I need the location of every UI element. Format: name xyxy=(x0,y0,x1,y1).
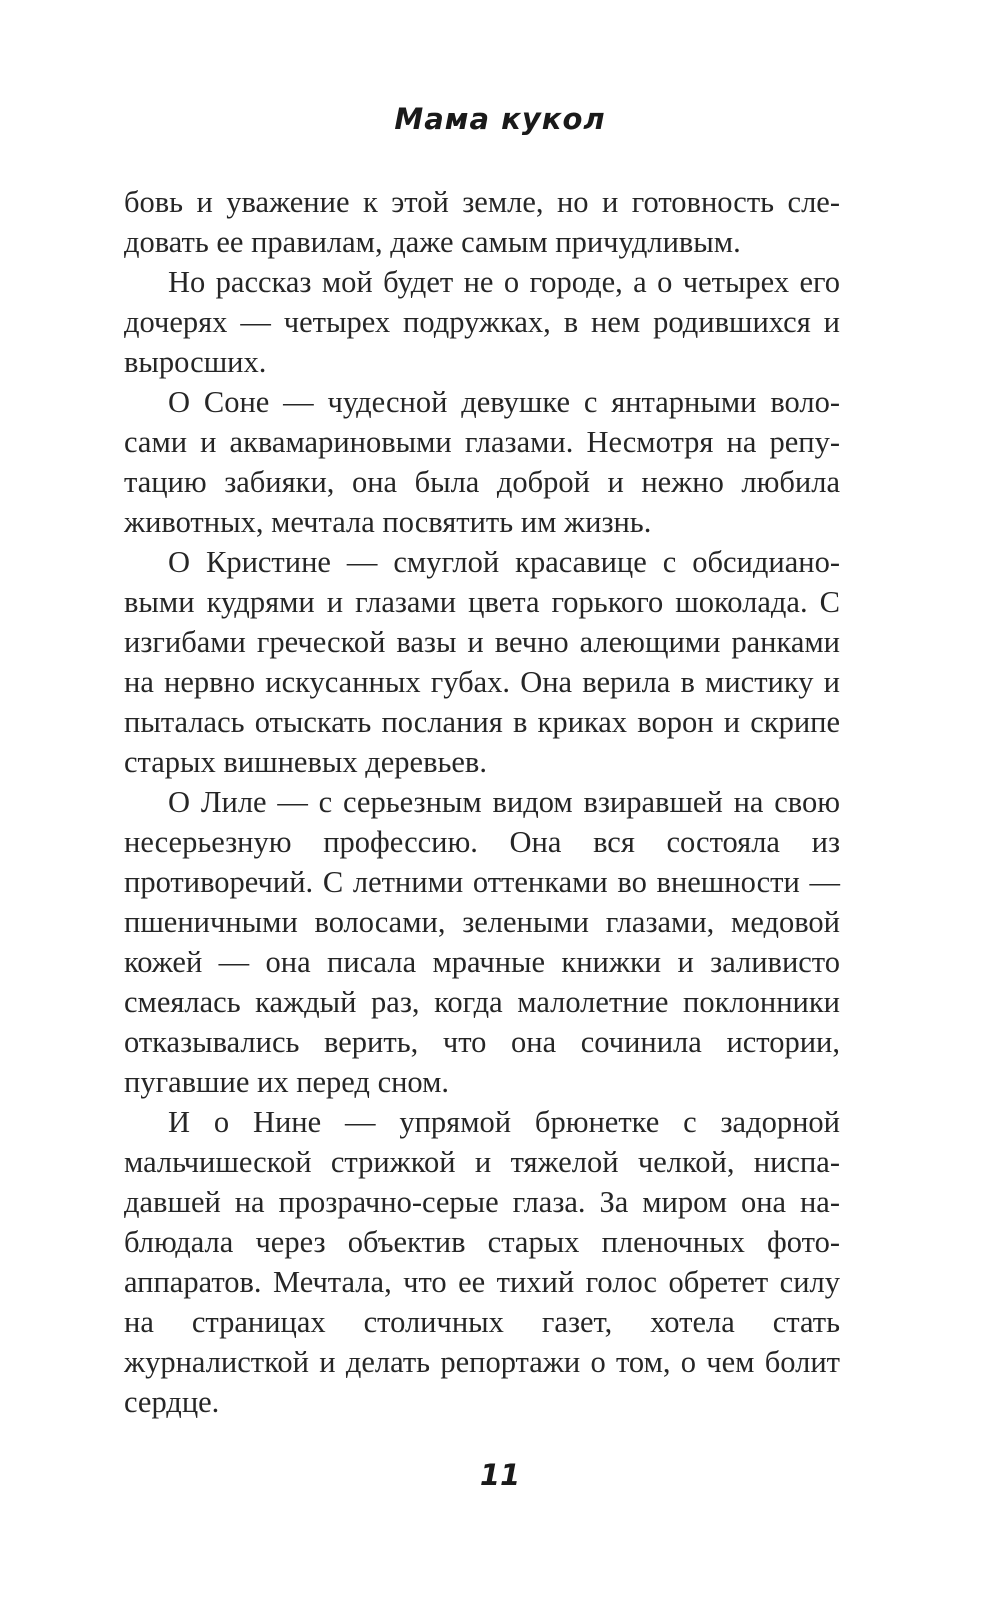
page-number: 11 xyxy=(479,1458,521,1492)
paragraph-6: И о Нине — упрямой брюнетке с задорной мальчишеской стрижкой и тяжелой челкой, ниспадавшей на прозрачно-серые глаза. За миром она наблюдала через объектив старых пленочных фотоаппаратов. Мечтала, что ее тихий голос обретет силу на страницах столичных газет, хотела стать журналисткой и делать репортажи о том, о чем болит сердце. xyxy=(124,1105,840,1419)
running-header-title: Мама кукол xyxy=(394,102,606,136)
paragraph-3: О Соне — чудесной девушке с янтарными волосами и аквамариновыми глазами. Несмотря на репутацию забияки, она была доброй и нежно любила животных, мечтала посвятить им жизнь. xyxy=(124,385,840,539)
paragraph-5: О Лиле — с серьезным видом взиравшей на свою несерьезную профессию. Она вся состояла из противоречий. С летними оттенками во внешности — пшеничными волосами, зелеными глазами, медовой кожей — она писала мрачные книжки и заливисто смеялась каждый раз, когда малолетние поклонники отказывались верить, что она сочинила истории, пугавшие их перед сном. xyxy=(124,785,840,1099)
paragraph-2: Но рассказ мой будет не о городе, а о четырех его дочерях — четырех подружках, в нем родившихся и выросших. xyxy=(124,265,840,379)
body-text xyxy=(124,182,840,1422)
paragraph-1: бовь и уважение к этой земле, но и готовность следовать ее правилам, даже самым причудливым. xyxy=(124,185,840,259)
paragraph-4: О Кристине — смуглой красавице с обсидиановыми кудрями и глазами цвета горького шоколада. С изгибами греческой вазы и вечно алеющими ранками на нервно искусанных губах. Она верила в мистику и пыталась отыскать послания в криках ворон и скрипе старых вишневых деревьев. xyxy=(124,545,840,779)
